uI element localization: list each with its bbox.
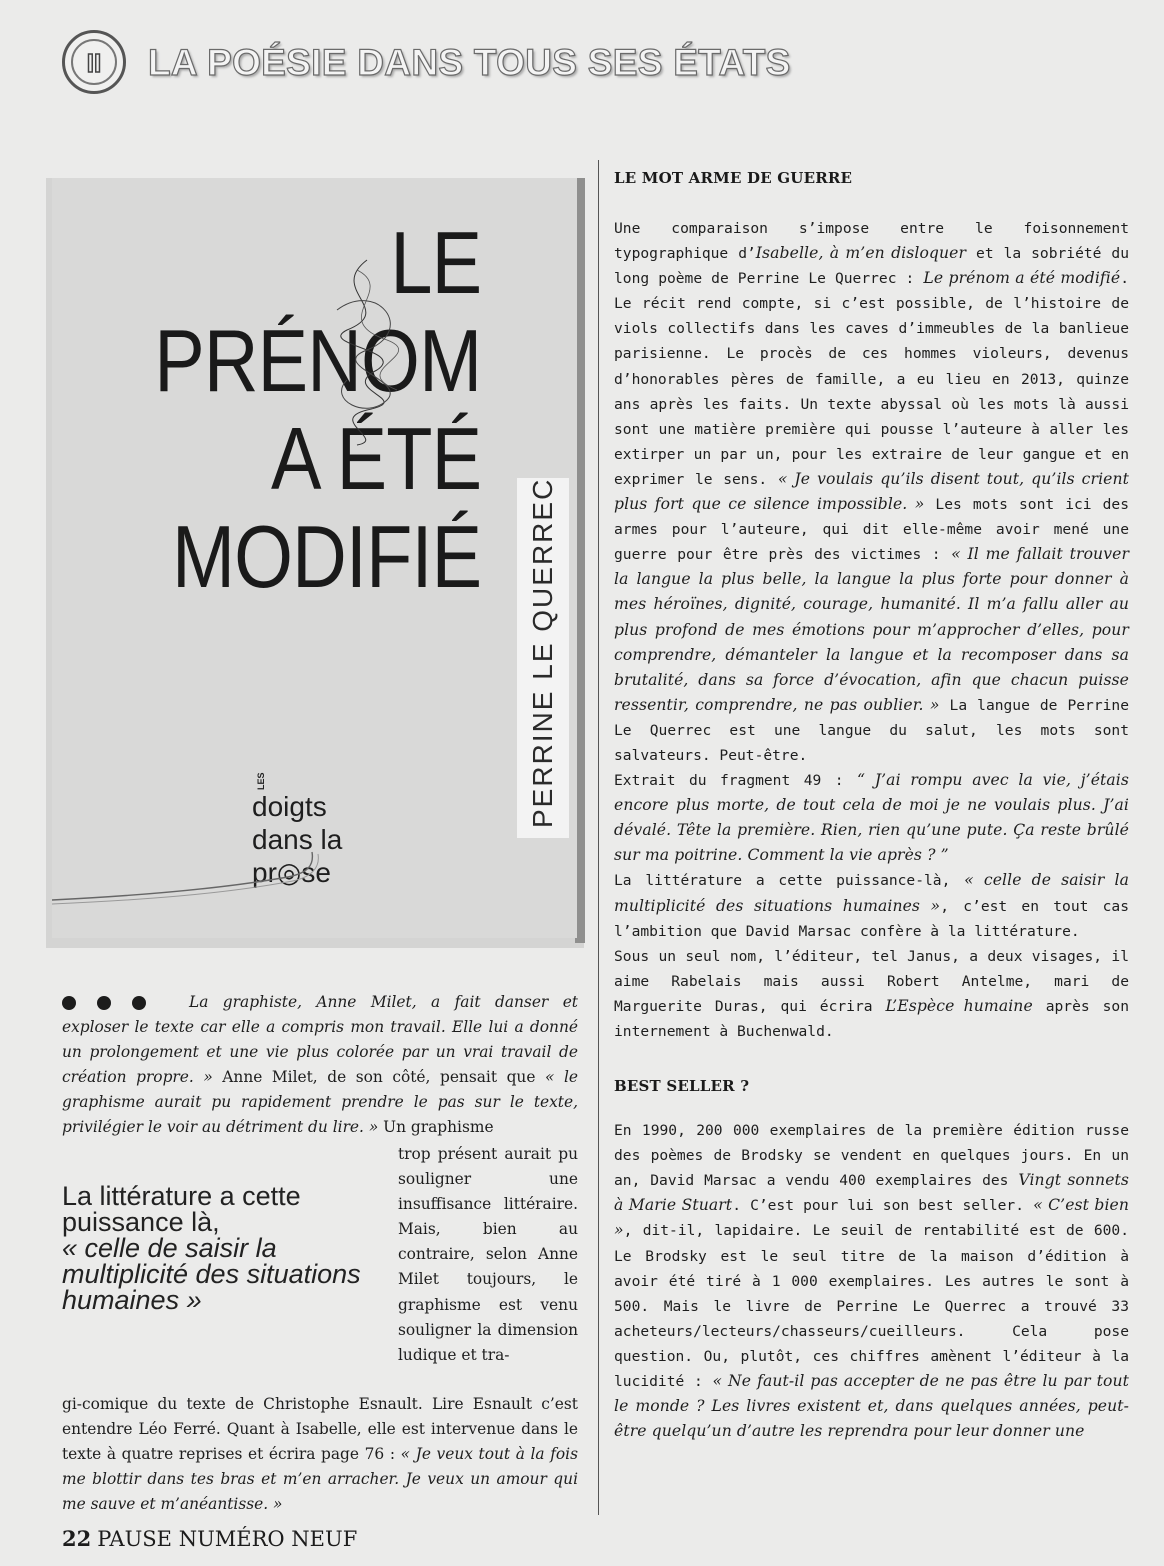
graphic-designer-quote: La graphiste, Anne Milet, a fait danser et exploser le texte car elle a compris mon travail. Elle lui a donné un prolongement et une vie plus colorée par un vrai travail de création propre. » bbox=[62, 993, 578, 1087]
quote-run: « Il me fallait trouver la langue la plus belle, la langue la plus forte pour donner à mes héroïnes, dignité, courage, humanité. Il m’a fallu aller au plus profond de mes émotions pour m’approcher d’elles, pour comprendre, démanteler la langue et la recomposer dans sa brutalité, dans sa force d’évocation, afin que chacun puisse ressentir, comprendre, ne pas oublier. » bbox=[614, 545, 1129, 714]
text-run: La littérature a cette puissance-là, bbox=[614, 872, 965, 890]
text-run: Les mots sont ici des armes pour l’auteure, qui dit elle-même avoir mené une guerre pour être près des victimes : bbox=[614, 496, 1130, 564]
text-run: En 1990, 200 000 exemplaires de la première édition russe des poèmes de Brodsky se vendent en quelques jours. En un an, David Marsac a vendu 400 exemplaires des bbox=[614, 1122, 1129, 1190]
quote-run: « le graphisme aurait pu rapidement prendre le pas sur le texte, privilégier le voir au détriment du lire. » bbox=[62, 1068, 578, 1137]
quote-run: « C’est bien » bbox=[614, 1196, 1130, 1240]
page-number: 22 bbox=[62, 1526, 92, 1551]
quote-run: « Ne faut-il pas accepter de ne pas être lu par tout le monde ? Les livres existent et, dans quelques années, peut-être quelqu’un d’autre les reprendra pour leur donner une bbox=[614, 1372, 1129, 1441]
text-run: après son internement à Buchenwald. bbox=[614, 997, 1129, 1040]
cover-title-line: LE bbox=[390, 213, 481, 312]
left-closing-paragraph bbox=[62, 1392, 578, 1517]
quote-run: « Je voulais qu’ils disent tout, qu’ils crient plus fort que ce silence impossible. » bbox=[614, 469, 1129, 514]
text-run: . Le récit rend compte, si c’est possible, de l’histoire de viols collectifs dans les caves d’immeubles de la banlieue parisienne. Le procès de ces hommes violeurs, devenus d’honorables pères de famille, a eu lieu en 2013, quinze ans après les faits. Un texte abyssal où les mots là aussi sont une matière première qui pousse l’auteure à aller les extirper un par un, pour les extraire de leur gangue et en exprimer le sens. bbox=[614, 270, 1129, 488]
paragraph bbox=[614, 868, 1129, 943]
heading-best-seller: BEST SELLER ? bbox=[614, 1077, 750, 1096]
text-run: Une comparaison s’impose entre le foisonnement typographique d’ bbox=[614, 220, 1129, 263]
book-title: Le prénom a été modifié bbox=[923, 269, 1121, 288]
section-number: II bbox=[71, 39, 117, 85]
text-run: Sous un seul nom, l’éditeur, tel Janus, a deux visages, il aime Rabelais mais aussi Robert Antelme, mari de Marguerite Duras, qui écrira bbox=[614, 947, 1129, 1015]
text-run: Un graphisme bbox=[378, 1118, 494, 1137]
paragraph bbox=[614, 216, 1129, 768]
text-run: La langue de Perrine Le Querrec est une langue du salut, les mots sont salvateurs. Peut-être. bbox=[614, 696, 1129, 764]
publisher-logo: doigts dans la pr◎se bbox=[252, 791, 343, 888]
text-run: gi-comique du texte de Christophe Esnault. Lire Esnault c’est entendre Léo Ferré. Quant à Isabelle, elle est intervenue dans le texte à quatre reprises et écrira page 76 : bbox=[62, 1395, 578, 1464]
wrap-paragraph: trop présent aurait pu souligner une insuffisance littéraire. Mais, bien au contraire, selon Anne Milet toujours, le graphisme est venu souligner la dimension ludique et tra- bbox=[398, 1145, 578, 1364]
section-number-badge bbox=[62, 30, 126, 94]
scribble-illustration bbox=[307, 250, 437, 450]
quote-run: « Je veux tout à la fois me blottir dans tes bras et m’en arracher. Je veux un amour qui me sauve et m’anéantisse. » bbox=[62, 1445, 578, 1514]
publisher-prefix: LES bbox=[256, 772, 266, 790]
page-footer bbox=[62, 1526, 357, 1551]
cover-author: PERRINE LE QUERREC bbox=[527, 477, 558, 828]
cable-illustration bbox=[52, 838, 577, 938]
paragraph bbox=[614, 1118, 1129, 1444]
heading-mot-arme: LE MOT ARME DE GUERRE bbox=[614, 169, 853, 187]
cover-title-line: MODIFIÉ bbox=[171, 507, 481, 606]
book-title: Vingt sonnets à Marie Stuart bbox=[614, 1171, 1129, 1215]
text-run: . C’est pour lui son best seller. bbox=[732, 1197, 1034, 1215]
pull-quote-citation: « celle de saisir la multiplicité des situations humaines » bbox=[62, 1233, 361, 1315]
section-header bbox=[60, 30, 820, 100]
text-run: , c’est en tout cas l’ambition que David Marsac confère à la littérature. bbox=[614, 897, 1129, 940]
text-run: Anne Milet, de son côté, pensait que bbox=[212, 1068, 545, 1087]
cover-title-line: PRÉNOM bbox=[153, 311, 481, 410]
book-title: Isabelle, à m’en disloquer bbox=[755, 244, 967, 263]
book-cover-image bbox=[52, 178, 577, 938]
magazine-name: PAUSE NUMÉRO NEUF bbox=[97, 1527, 358, 1551]
book-title: L’Espèce humaine bbox=[885, 996, 1033, 1015]
quote-run: « celle de saisir la multiplicité des situations humaines » bbox=[614, 871, 1129, 915]
pull-quote bbox=[62, 1183, 392, 1313]
text-run: , dit-il, lapidaire. Le seuil de rentabilité est de 600. Le Brodsky est le seul titre de la maison d’édition à avoir été tiré à 1 000 exemplaires. Les autres le sont à 500. Mais le livre de Perrine Le Querrec a trouvé 33 acheteurs/lecteurs/chasseurs/cueilleurs. Cela pose question. Ou, plutôt, ces chiffres amènent l’éditeur à la lucidité : bbox=[614, 1222, 1129, 1391]
paragraph bbox=[614, 944, 1129, 1044]
column-divider bbox=[598, 160, 599, 1515]
pull-quote-lead: La littérature a cette puissance là, bbox=[62, 1181, 301, 1237]
left-intro-paragraph bbox=[62, 990, 578, 1141]
text-run: Extrait du fragment 49 : bbox=[614, 772, 857, 790]
paragraph bbox=[614, 768, 1129, 868]
cover-title-line: A ÉTÉ bbox=[270, 409, 481, 508]
section-title: LA POÉSIE DANS TOUS SES ÉTATS bbox=[148, 42, 791, 83]
text-run: et la sobriété du long poème de Perrine Le Querrec : bbox=[614, 245, 1129, 288]
right-column bbox=[614, 168, 1129, 1444]
quote-run: “ J’ai rompu avec la vie, j’étais encore plus morte, de tout cela de moi je ne voulais plus. J’ai dévalé. Tête la première. Rien, rien qu’une pute. Ça reste brûlé sur ma poitrine. Comment la vie après ? ” bbox=[614, 771, 1129, 865]
